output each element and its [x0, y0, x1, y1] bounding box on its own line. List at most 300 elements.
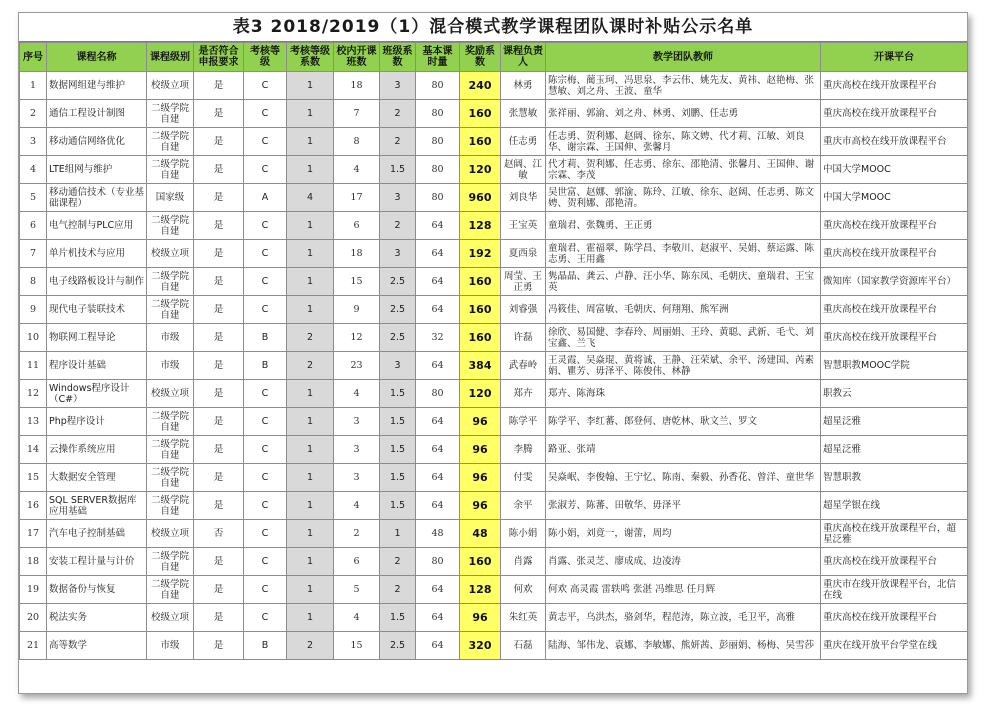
- base-hours-cell: 64: [416, 212, 460, 240]
- course-name-cell: 通信工程设计制图: [47, 100, 147, 128]
- row-index-cell: 12: [20, 380, 47, 408]
- row-index-cell: 5: [20, 184, 47, 212]
- meets-requirement-cell: 是: [194, 100, 244, 128]
- table-row: [20, 128, 968, 156]
- class-count-cell: 15: [334, 632, 380, 660]
- row-index-cell: 10: [20, 324, 47, 352]
- course-platform-cell: 重庆高校在线开放课程平台: [821, 100, 968, 128]
- course-lead-cell: 任志勇: [501, 128, 546, 156]
- table-row: [20, 156, 968, 184]
- course-name-cell: 汽车电子控制基础: [47, 520, 147, 548]
- course-platform-cell: 职教云: [821, 380, 968, 408]
- base-hours-cell: 64: [416, 576, 460, 604]
- class-count-cell: 3: [334, 436, 380, 464]
- course-level-cell: 校级立项: [147, 380, 194, 408]
- class-count-cell: 18: [334, 72, 380, 100]
- meets-requirement-cell: 是: [194, 72, 244, 100]
- teaching-team-cell: 陈宗梅、蔺玉珂、冯思泉、李云伟、姚先友、黄祎、赵艳梅、张慧敏、刘之舟、王波、童华: [546, 72, 821, 100]
- assessment-grade-cell: C: [244, 212, 287, 240]
- grade-coefficient-cell: 1: [287, 380, 334, 408]
- class-count-cell: 6: [334, 548, 380, 576]
- base-hours-cell: 80: [416, 72, 460, 100]
- course-level-cell: 校级立项: [147, 604, 194, 632]
- course-level-cell: 二级学院自建: [147, 296, 194, 324]
- class-count-cell: 4: [334, 380, 380, 408]
- assessment-grade-cell: C: [244, 240, 287, 268]
- row-index-cell: 4: [20, 156, 47, 184]
- course-name-cell: 税法实务: [47, 604, 147, 632]
- column-header: 奖励系数: [460, 43, 501, 72]
- base-hours-cell: 32: [416, 324, 460, 352]
- course-name-cell: 安装工程计量与计价: [47, 548, 147, 576]
- row-index-cell: 3: [20, 128, 47, 156]
- table-row: [20, 212, 968, 240]
- meets-requirement-cell: 是: [194, 604, 244, 632]
- teaching-team-cell: 任志勇、贺利娜、赵阔、徐东、陈文娉、代才莉、江敏、刘良华、谢宗霖、王国伸、张馨月: [546, 128, 821, 156]
- course-level-cell: 市级: [147, 324, 194, 352]
- course-level-cell: 二级学院自建: [147, 492, 194, 520]
- class-count-cell: 12: [334, 324, 380, 352]
- column-header: 教学团队教师: [546, 43, 821, 72]
- class-count-cell: 4: [334, 492, 380, 520]
- table-row: [20, 184, 968, 212]
- row-index-cell: 15: [20, 464, 47, 492]
- course-platform-cell: 重庆高校在线开放课程平台: [821, 324, 968, 352]
- table-row: [20, 632, 968, 660]
- class-count-cell: 8: [334, 128, 380, 156]
- table-row: [20, 408, 968, 436]
- table-row: [20, 352, 968, 380]
- course-level-cell: 二级学院自建: [147, 576, 194, 604]
- course-lead-cell: 付雯: [501, 464, 546, 492]
- award-coefficient-cell: 960: [460, 184, 501, 212]
- table-row: [20, 520, 968, 548]
- course-platform-cell: 中国大学MOOC: [821, 156, 968, 184]
- column-header: 是否符合申报要求: [194, 43, 244, 72]
- grade-coefficient-cell: 1: [287, 240, 334, 268]
- teaching-team-cell: 隽晶晶、龚云、卢静、汪小华、陈东凤、毛朝庆、童瑞君、王宝英: [546, 268, 821, 296]
- table-row: [20, 604, 968, 632]
- course-level-cell: 校级立项: [147, 72, 194, 100]
- meets-requirement-cell: 是: [194, 324, 244, 352]
- course-platform-cell: 智慧职教: [821, 464, 968, 492]
- course-level-cell: 二级学院自建: [147, 464, 194, 492]
- meets-requirement-cell: 是: [194, 492, 244, 520]
- grade-coefficient-cell: 2: [287, 352, 334, 380]
- class-coefficient-cell: 2: [380, 548, 416, 576]
- course-level-cell: 二级学院自建: [147, 100, 194, 128]
- grade-coefficient-cell: 1: [287, 212, 334, 240]
- base-hours-cell: 80: [416, 156, 460, 184]
- class-count-cell: 4: [334, 604, 380, 632]
- teaching-team-cell: 徐欣、易国健、李春玲、周丽娟、王玲、黄聪、武新、毛弋、刘宝鑫、兰飞: [546, 324, 821, 352]
- course-name-cell: 移动通信网络优化: [47, 128, 147, 156]
- class-count-cell: 2: [334, 520, 380, 548]
- base-hours-cell: 80: [416, 100, 460, 128]
- award-coefficient-cell: 160: [460, 100, 501, 128]
- assessment-grade-cell: C: [244, 100, 287, 128]
- award-coefficient-cell: 96: [460, 604, 501, 632]
- teaching-team-cell: 何欢 高灵霞 雷轶鸣 张湛 冯维思 任月辉: [546, 576, 821, 604]
- class-coefficient-cell: 2: [380, 576, 416, 604]
- course-name-cell: 单片机技术与应用: [47, 240, 147, 268]
- course-name-cell: 数据网组建与维护: [47, 72, 147, 100]
- assessment-grade-cell: C: [244, 548, 287, 576]
- grade-coefficient-cell: 1: [287, 548, 334, 576]
- table-row: [20, 380, 968, 408]
- meets-requirement-cell: 是: [194, 436, 244, 464]
- course-lead-cell: 肖露: [501, 548, 546, 576]
- course-name-cell: 程序设计基础: [47, 352, 147, 380]
- course-level-cell: 二级学院自建: [147, 548, 194, 576]
- teaching-team-cell: 陈学平、李红蕃、郎登何、唐乾林、耿文兰、罗文: [546, 408, 821, 436]
- table-row: [20, 268, 968, 296]
- class-coefficient-cell: 1.5: [380, 380, 416, 408]
- meets-requirement-cell: 是: [194, 268, 244, 296]
- base-hours-cell: 80: [416, 184, 460, 212]
- column-header: 基本课时量: [416, 43, 460, 72]
- course-level-cell: 二级学院自建: [147, 156, 194, 184]
- course-name-cell: SQL SERVER数据库应用基础: [47, 492, 147, 520]
- course-level-cell: 二级学院自建: [147, 212, 194, 240]
- class-count-cell: 3: [334, 464, 380, 492]
- table-row: [20, 100, 968, 128]
- teaching-team-cell: 路亚、张靖: [546, 436, 821, 464]
- column-header: 课程名称: [47, 43, 147, 72]
- row-index-cell: 21: [20, 632, 47, 660]
- grade-coefficient-cell: 1: [287, 296, 334, 324]
- course-level-cell: 二级学院自建: [147, 268, 194, 296]
- course-name-cell: 物联网工程导论: [47, 324, 147, 352]
- course-platform-cell: 重庆高校在线开放课程平台: [821, 548, 968, 576]
- award-coefficient-cell: 320: [460, 632, 501, 660]
- teaching-team-cell: 陈小娟，刘竟一，谢蕾，周均: [546, 520, 821, 548]
- base-hours-cell: 64: [416, 464, 460, 492]
- course-lead-cell: 陈小娟: [501, 520, 546, 548]
- award-coefficient-cell: 384: [460, 352, 501, 380]
- course-lead-cell: 刘睿强: [501, 296, 546, 324]
- meets-requirement-cell: 是: [194, 408, 244, 436]
- course-platform-cell: 重庆在线开放平台学堂在线: [821, 632, 968, 660]
- course-platform-cell: 重庆高校在线开放课程平台: [821, 212, 968, 240]
- award-coefficient-cell: 120: [460, 156, 501, 184]
- base-hours-cell: 64: [416, 296, 460, 324]
- table-row: [20, 72, 968, 100]
- assessment-grade-cell: C: [244, 464, 287, 492]
- teaching-team-cell: 童瑞君、张魏勇、王正勇: [546, 212, 821, 240]
- table-row: [20, 464, 968, 492]
- base-hours-cell: 64: [416, 352, 460, 380]
- row-index-cell: 13: [20, 408, 47, 436]
- course-lead-cell: 李腾: [501, 436, 546, 464]
- class-coefficient-cell: 2: [380, 212, 416, 240]
- teaching-team-cell: 冯筱佳、周富敏、毛朝庆、何翔翔、熊军洲: [546, 296, 821, 324]
- award-coefficient-cell: 128: [460, 212, 501, 240]
- teaching-team-cell: 童瑞君、霍福翠、陈学昌、李敬川、赵淑平、吴娟、蔡运露、陈志勇、王用鑫: [546, 240, 821, 268]
- assessment-grade-cell: C: [244, 156, 287, 184]
- award-coefficient-cell: 160: [460, 548, 501, 576]
- assessment-grade-cell: C: [244, 296, 287, 324]
- table-row: [20, 436, 968, 464]
- assessment-grade-cell: C: [244, 128, 287, 156]
- row-index-cell: 1: [20, 72, 47, 100]
- award-coefficient-cell: 160: [460, 324, 501, 352]
- meets-requirement-cell: 否: [194, 520, 244, 548]
- teaching-team-cell: 肖露、张灵芝、廖成成、边凌涛: [546, 548, 821, 576]
- class-count-cell: 9: [334, 296, 380, 324]
- column-header: 班级系数: [380, 43, 416, 72]
- award-coefficient-cell: 128: [460, 576, 501, 604]
- class-count-cell: 17: [334, 184, 380, 212]
- class-coefficient-cell: 2: [380, 100, 416, 128]
- grade-coefficient-cell: 1: [287, 72, 334, 100]
- row-index-cell: 20: [20, 604, 47, 632]
- class-coefficient-cell: 3: [380, 72, 416, 100]
- class-count-cell: 5: [334, 576, 380, 604]
- grade-coefficient-cell: 1: [287, 408, 334, 436]
- teaching-team-cell: 陆海、邹伟龙、袁娜、李敏娜、熊妍茜、彭丽娟、杨梅、吴雪莎: [546, 632, 821, 660]
- row-index-cell: 7: [20, 240, 47, 268]
- class-coefficient-cell: 1.5: [380, 156, 416, 184]
- meets-requirement-cell: 是: [194, 240, 244, 268]
- grade-coefficient-cell: 2: [287, 324, 334, 352]
- grade-coefficient-cell: 1: [287, 128, 334, 156]
- base-hours-cell: 80: [416, 548, 460, 576]
- row-index-cell: 2: [20, 100, 47, 128]
- course-platform-cell: 微知库（国家教学资源库平台）: [821, 268, 968, 296]
- award-coefficient-cell: 160: [460, 268, 501, 296]
- course-level-cell: 市级: [147, 352, 194, 380]
- course-lead-cell: 武春岭: [501, 352, 546, 380]
- column-header: 考核等级系数: [287, 43, 334, 72]
- meets-requirement-cell: 是: [194, 548, 244, 576]
- course-lead-cell: 陈学平: [501, 408, 546, 436]
- column-header: 课程负责人: [501, 43, 546, 72]
- class-coefficient-cell: 2.5: [380, 268, 416, 296]
- table-row: [20, 548, 968, 576]
- base-hours-cell: 64: [416, 604, 460, 632]
- row-index-cell: 11: [20, 352, 47, 380]
- base-hours-cell: 64: [416, 436, 460, 464]
- course-level-cell: 校级立项: [147, 240, 194, 268]
- class-coefficient-cell: 1.5: [380, 604, 416, 632]
- course-lead-cell: 林勇: [501, 72, 546, 100]
- course-platform-cell: 重庆高校在线开放课程平台，超星泛雅: [821, 520, 968, 548]
- course-level-cell: 二级学院自建: [147, 436, 194, 464]
- meets-requirement-cell: 是: [194, 352, 244, 380]
- award-coefficient-cell: 48: [460, 520, 501, 548]
- class-count-cell: 15: [334, 268, 380, 296]
- grade-coefficient-cell: 4: [287, 184, 334, 212]
- assessment-grade-cell: B: [244, 324, 287, 352]
- class-coefficient-cell: 1.5: [380, 492, 416, 520]
- meets-requirement-cell: 是: [194, 184, 244, 212]
- course-lead-cell: 余平: [501, 492, 546, 520]
- course-lead-cell: 石磊: [501, 632, 546, 660]
- assessment-grade-cell: C: [244, 436, 287, 464]
- class-coefficient-cell: 2.5: [380, 324, 416, 352]
- class-coefficient-cell: 1.5: [380, 464, 416, 492]
- award-coefficient-cell: 160: [460, 128, 501, 156]
- grade-coefficient-cell: 1: [287, 576, 334, 604]
- base-hours-cell: 80: [416, 380, 460, 408]
- course-platform-cell: 超星泛雅: [821, 436, 968, 464]
- meets-requirement-cell: 是: [194, 128, 244, 156]
- award-coefficient-cell: 96: [460, 408, 501, 436]
- course-name-cell: LTE组网与维护: [47, 156, 147, 184]
- column-header: 开课平台: [821, 43, 968, 72]
- teaching-team-cell: 黄志平，乌洪杰，骆剑华，程范涛，陈立波，毛卫平，高雅: [546, 604, 821, 632]
- course-name-cell: 大数据安全管理: [47, 464, 147, 492]
- base-hours-cell: 48: [416, 520, 460, 548]
- assessment-grade-cell: C: [244, 520, 287, 548]
- assessment-grade-cell: C: [244, 604, 287, 632]
- grade-coefficient-cell: 1: [287, 156, 334, 184]
- class-coefficient-cell: 1.5: [380, 436, 416, 464]
- grade-coefficient-cell: 2: [287, 632, 334, 660]
- course-name-cell: Php程序设计: [47, 408, 147, 436]
- course-lead-cell: 刘良华: [501, 184, 546, 212]
- course-name-cell: Windows程序设计（C#）: [47, 380, 147, 408]
- row-index-cell: 6: [20, 212, 47, 240]
- course-level-cell: 国家级: [147, 184, 194, 212]
- spreadsheet-sheet: [18, 12, 968, 694]
- base-hours-cell: 64: [416, 240, 460, 268]
- assessment-grade-cell: C: [244, 408, 287, 436]
- course-platform-cell: 重庆市在线开放课程平台，北信在线: [821, 576, 968, 604]
- column-header: 序号: [20, 43, 47, 72]
- table-row: [20, 240, 968, 268]
- course-name-cell: 高等数学: [47, 632, 147, 660]
- header-row: [20, 43, 968, 72]
- class-count-cell: 18: [334, 240, 380, 268]
- row-index-cell: 16: [20, 492, 47, 520]
- course-platform-cell: 智慧职教MOOC学院: [821, 352, 968, 380]
- award-coefficient-cell: 96: [460, 436, 501, 464]
- course-name-cell: 电气控制与PLC应用: [47, 212, 147, 240]
- grade-coefficient-cell: 1: [287, 492, 334, 520]
- course-lead-cell: 张慧敏: [501, 100, 546, 128]
- course-name-cell: 数据备份与恢复: [47, 576, 147, 604]
- meets-requirement-cell: 是: [194, 296, 244, 324]
- table-title: 表3 2018/2019（1）混合模式教学课程团队课时补贴公示名单: [19, 13, 967, 42]
- teaching-team-cell: 张祥丽、郭渝、刘之舟、林勇、刘鹏、任志勇: [546, 100, 821, 128]
- teaching-team-cell: 张淑芳、陈蕃、田敬华、毋泽平: [546, 492, 821, 520]
- subsidy-table: [19, 42, 968, 660]
- award-coefficient-cell: 160: [460, 296, 501, 324]
- meets-requirement-cell: 是: [194, 380, 244, 408]
- base-hours-cell: 64: [416, 492, 460, 520]
- course-lead-cell: 朱红英: [501, 604, 546, 632]
- course-lead-cell: 夏西泉: [501, 240, 546, 268]
- course-lead-cell: 何欢: [501, 576, 546, 604]
- class-coefficient-cell: 1.5: [380, 408, 416, 436]
- assessment-grade-cell: C: [244, 380, 287, 408]
- teaching-team-cell: 吴焱岷、李俊翰、王宁忆、陈南、秦毅、孙香花、曾洋、童世华: [546, 464, 821, 492]
- grade-coefficient-cell: 1: [287, 436, 334, 464]
- course-platform-cell: 超星学银在线: [821, 492, 968, 520]
- teaching-team-cell: 代才莉、贺利娜、任志勇、徐东、邵艳清、张馨月、王国伸、谢宗霖、李茂: [546, 156, 821, 184]
- course-lead-cell: 王宝英: [501, 212, 546, 240]
- table-row: [20, 576, 968, 604]
- grade-coefficient-cell: 1: [287, 268, 334, 296]
- course-platform-cell: 重庆市高校在线开放课程平台: [821, 128, 968, 156]
- award-coefficient-cell: 96: [460, 492, 501, 520]
- meets-requirement-cell: 是: [194, 156, 244, 184]
- class-count-cell: 3: [334, 408, 380, 436]
- meets-requirement-cell: 是: [194, 576, 244, 604]
- assessment-grade-cell: B: [244, 352, 287, 380]
- column-header: 考核等级: [244, 43, 287, 72]
- course-level-cell: 二级学院自建: [147, 408, 194, 436]
- class-coefficient-cell: 2.5: [380, 632, 416, 660]
- class-coefficient-cell: 2: [380, 128, 416, 156]
- course-name-cell: 电子线路板设计与制作: [47, 268, 147, 296]
- class-coefficient-cell: 1: [380, 520, 416, 548]
- column-header: 校内开课班数: [334, 43, 380, 72]
- assessment-grade-cell: C: [244, 72, 287, 100]
- assessment-grade-cell: C: [244, 576, 287, 604]
- row-index-cell: 14: [20, 436, 47, 464]
- assessment-grade-cell: A: [244, 184, 287, 212]
- base-hours-cell: 64: [416, 408, 460, 436]
- class-count-cell: 6: [334, 212, 380, 240]
- course-name-cell: 移动通信技术（专业基础课程）: [47, 184, 147, 212]
- course-level-cell: 校级立项: [147, 520, 194, 548]
- course-platform-cell: 超星泛雅: [821, 408, 968, 436]
- award-coefficient-cell: 120: [460, 380, 501, 408]
- teaching-team-cell: 郑卉、陈海珠: [546, 380, 821, 408]
- table-row: [20, 324, 968, 352]
- teaching-team-cell: 王灵霞、吴焱琨、黄将诚、王静、汪荣斌、余平、汤建国、芮素娟、瞿芳、毋泽平、陈俊伟、林静: [546, 352, 821, 380]
- assessment-grade-cell: C: [244, 492, 287, 520]
- meets-requirement-cell: 是: [194, 212, 244, 240]
- course-level-cell: 市级: [147, 632, 194, 660]
- course-name-cell: 现代电子装联技术: [47, 296, 147, 324]
- course-platform-cell: 重庆高校在线开放课程平台: [821, 296, 968, 324]
- teaching-team-cell: 吴世富、赵娜、郭渝、陈玲、江敏、徐东、赵阔、任志勇、陈文娉、贺利娜、邵艳清。: [546, 184, 821, 212]
- table-row: [20, 492, 968, 520]
- base-hours-cell: 80: [416, 128, 460, 156]
- grade-coefficient-cell: 1: [287, 100, 334, 128]
- row-index-cell: 18: [20, 548, 47, 576]
- row-index-cell: 19: [20, 576, 47, 604]
- award-coefficient-cell: 96: [460, 464, 501, 492]
- course-platform-cell: 重庆高校在线开放课程平台: [821, 240, 968, 268]
- class-coefficient-cell: 3: [380, 352, 416, 380]
- course-platform-cell: 中国大学MOOC: [821, 184, 968, 212]
- award-coefficient-cell: 240: [460, 72, 501, 100]
- class-count-cell: 7: [334, 100, 380, 128]
- grade-coefficient-cell: 1: [287, 520, 334, 548]
- course-lead-cell: 周莹、王正勇: [501, 268, 546, 296]
- meets-requirement-cell: 是: [194, 632, 244, 660]
- row-index-cell: 17: [20, 520, 47, 548]
- class-coefficient-cell: 2.5: [380, 296, 416, 324]
- grade-coefficient-cell: 1: [287, 604, 334, 632]
- class-coefficient-cell: 3: [380, 240, 416, 268]
- course-lead-cell: 赵阔、江敏: [501, 156, 546, 184]
- course-level-cell: 二级学院自建: [147, 128, 194, 156]
- row-index-cell: 9: [20, 296, 47, 324]
- grade-coefficient-cell: 1: [287, 464, 334, 492]
- assessment-grade-cell: C: [244, 268, 287, 296]
- class-count-cell: 4: [334, 156, 380, 184]
- column-header: 课程级别: [147, 43, 194, 72]
- course-platform-cell: 重庆高校在线开放课程平台: [821, 72, 968, 100]
- meets-requirement-cell: 是: [194, 464, 244, 492]
- row-index-cell: 8: [20, 268, 47, 296]
